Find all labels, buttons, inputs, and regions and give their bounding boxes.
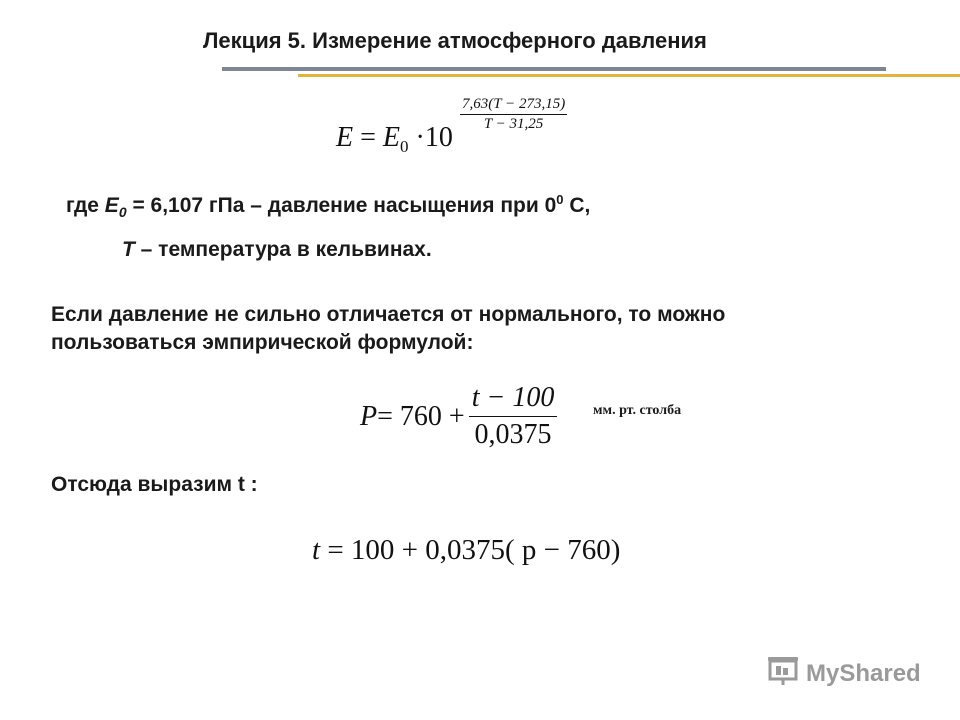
formula1-lhs: E	[336, 122, 354, 153]
formula2-fraction	[469, 382, 558, 451]
line1-end: С,	[563, 194, 591, 217]
paragraph-line-2: пользоваться эмпирической формулой:	[51, 331, 474, 354]
line1-symbol-sub: 0	[118, 204, 127, 220]
pressure-unit: мм. рт. столба	[593, 403, 682, 418]
formula1-base: E	[382, 122, 401, 153]
empirical-paragraph	[51, 301, 725, 357]
projector-screen-icon	[766, 655, 800, 692]
line1-prefix: где	[66, 194, 105, 217]
title-underline-gray	[222, 67, 886, 71]
formula2-lhs: P	[360, 400, 378, 432]
formula1-dot-ten: ·10	[415, 122, 453, 153]
formula1-eq: =	[360, 122, 376, 153]
saturation-pressure-formula	[336, 122, 453, 157]
formula2-denominator: 0,0375	[474, 419, 552, 450]
formula2-mid: = 760 +	[377, 400, 465, 432]
formula1-base-sub: 0	[400, 137, 409, 156]
watermark	[766, 655, 921, 692]
formula3-lhs: t	[312, 534, 321, 566]
line1-rest: = 6,107 гПа – давление насыщения при 0	[126, 194, 557, 217]
line2-rest: – температура в кельвинах.	[134, 238, 432, 261]
formula3-rhs: = 100 + 0,0375( p − 760)	[320, 534, 621, 566]
paragraph-line-1: Если давление не сильно отличается от нормального, то можно	[51, 303, 726, 326]
line1-symbol: E	[104, 194, 119, 217]
derive-heading: Отсюда выразим t :	[51, 473, 258, 496]
title-underline-gold	[298, 74, 960, 77]
formula2-numerator: t − 100	[469, 382, 558, 417]
formula1-exponent	[460, 96, 567, 133]
exponent-numerator: 7,63(T − 273,15)	[460, 96, 567, 115]
slide-title: Лекция 5. Измерение атмосферного давления	[203, 28, 707, 53]
line1-degree-sup: 0	[556, 192, 564, 207]
explanation-line-t	[122, 238, 432, 262]
watermark-text: MyShared	[806, 659, 921, 687]
empirical-formula	[360, 382, 557, 451]
temperature-formula	[312, 534, 620, 567]
exponent-denominator: T − 31,25	[483, 116, 544, 132]
line2-symbol: T	[122, 238, 135, 261]
explanation-line-e0	[66, 192, 590, 220]
